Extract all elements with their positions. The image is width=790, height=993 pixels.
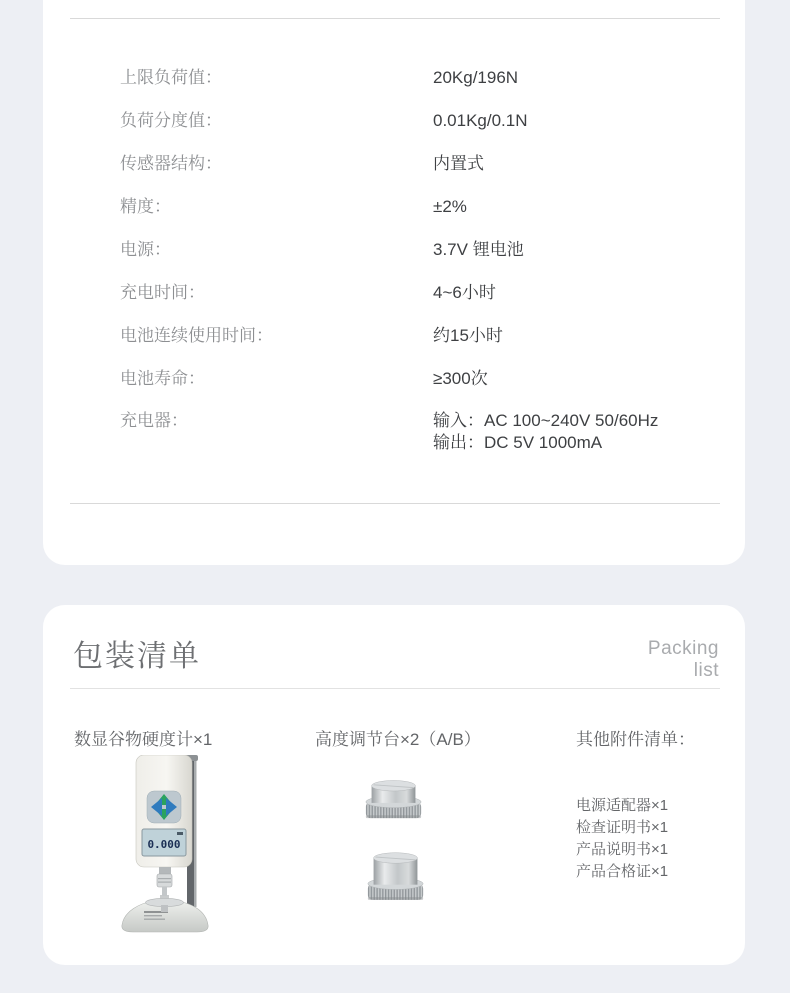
- platform-a-image: [363, 777, 424, 825]
- lcd-reading: 0.000: [147, 838, 181, 851]
- hardness-tester-image: [113, 755, 235, 933]
- spec-label: 电池连续使用时间：: [120, 325, 273, 345]
- spec-row-charger: [120, 400, 720, 466]
- subtitle-line2: list: [693, 660, 719, 681]
- spec-row-power: [120, 228, 720, 271]
- platform-post: [161, 905, 168, 912]
- accessory-item-inspection-certificate: 检查证明书×1: [576, 819, 669, 836]
- spec-value: ±2%: [433, 196, 467, 216]
- spec-row-load-division: [120, 99, 720, 142]
- spec-label: 上限负荷值：: [120, 67, 222, 87]
- band-shadow: [366, 815, 421, 818]
- spec-label: 精度：: [120, 196, 171, 216]
- accessory-item-qualification-certificate: 产品合格证×1: [576, 863, 669, 880]
- spec-value: 内置式: [433, 153, 484, 173]
- stand-pole-highlight: [194, 759, 197, 907]
- spec-value-group: [433, 410, 658, 454]
- chuck-groove: [158, 878, 171, 879]
- specs-bottom-divider: [70, 503, 720, 504]
- base-label-line: [144, 919, 165, 920]
- spec-label: 充电时间：: [120, 282, 205, 302]
- spec-row-sensor-structure: [120, 142, 720, 185]
- column-title-hardness-tester: 数显谷物硬度计×1: [74, 730, 213, 749]
- spec-row-charge-time: [120, 271, 720, 314]
- accessory-list: [576, 795, 668, 883]
- accessory-item-product-manual: 产品说明书×1: [576, 841, 669, 858]
- column-title-other-accessories: 其他附件清单：: [576, 730, 695, 749]
- spec-value-output: 输出：DC 5V 1000mA: [433, 433, 603, 452]
- spec-list: [120, 56, 720, 466]
- spec-value: ≥300次: [433, 368, 488, 388]
- column-title-height-platforms: 高度调节台×2（A/B）: [315, 730, 481, 749]
- spec-value: 约15小时: [433, 325, 503, 345]
- spec-label: 电池寿命：: [120, 368, 205, 388]
- platform-b-image: [365, 849, 426, 907]
- spec-row-max-load: [120, 56, 720, 99]
- spec-row-battery-usage-time: [120, 314, 720, 357]
- band-shadow: [368, 897, 423, 900]
- spec-label: 充电器：: [120, 411, 188, 430]
- specs-top-divider: [70, 18, 720, 19]
- base-label-line: [144, 915, 162, 916]
- subtitle-line1: Packing: [647, 638, 719, 659]
- packing-title-divider: [70, 688, 720, 689]
- battery-icon: [177, 832, 183, 835]
- chuck-groove: [158, 882, 171, 883]
- probe-chuck: [157, 874, 172, 887]
- spec-value: 3.7V 锂电池: [433, 239, 524, 259]
- spec-value-input: 输入：AC 100~240V 50/60Hz: [433, 411, 659, 430]
- gauge-neck: [159, 867, 171, 874]
- spec-value: 4~6小时: [433, 282, 496, 302]
- packing-list-card: [43, 605, 745, 965]
- spec-label: 电源：: [120, 239, 171, 259]
- packing-list-subtitle: [648, 638, 719, 682]
- spec-value: 0.01Kg/0.1N: [433, 110, 528, 130]
- spec-label: 传感器结构：: [120, 153, 222, 173]
- packing-list-title: 包装清单: [73, 640, 201, 673]
- spec-label: 负荷分度值：: [120, 110, 222, 130]
- spec-value: 20Kg/196N: [433, 67, 519, 87]
- accessory-item-power-adapter: 电源适配器×1: [576, 797, 669, 814]
- spec-row-accuracy: [120, 185, 720, 228]
- spec-row-battery-life: [120, 357, 720, 400]
- specs-card: [43, 0, 745, 565]
- probe-tip: [162, 887, 167, 896]
